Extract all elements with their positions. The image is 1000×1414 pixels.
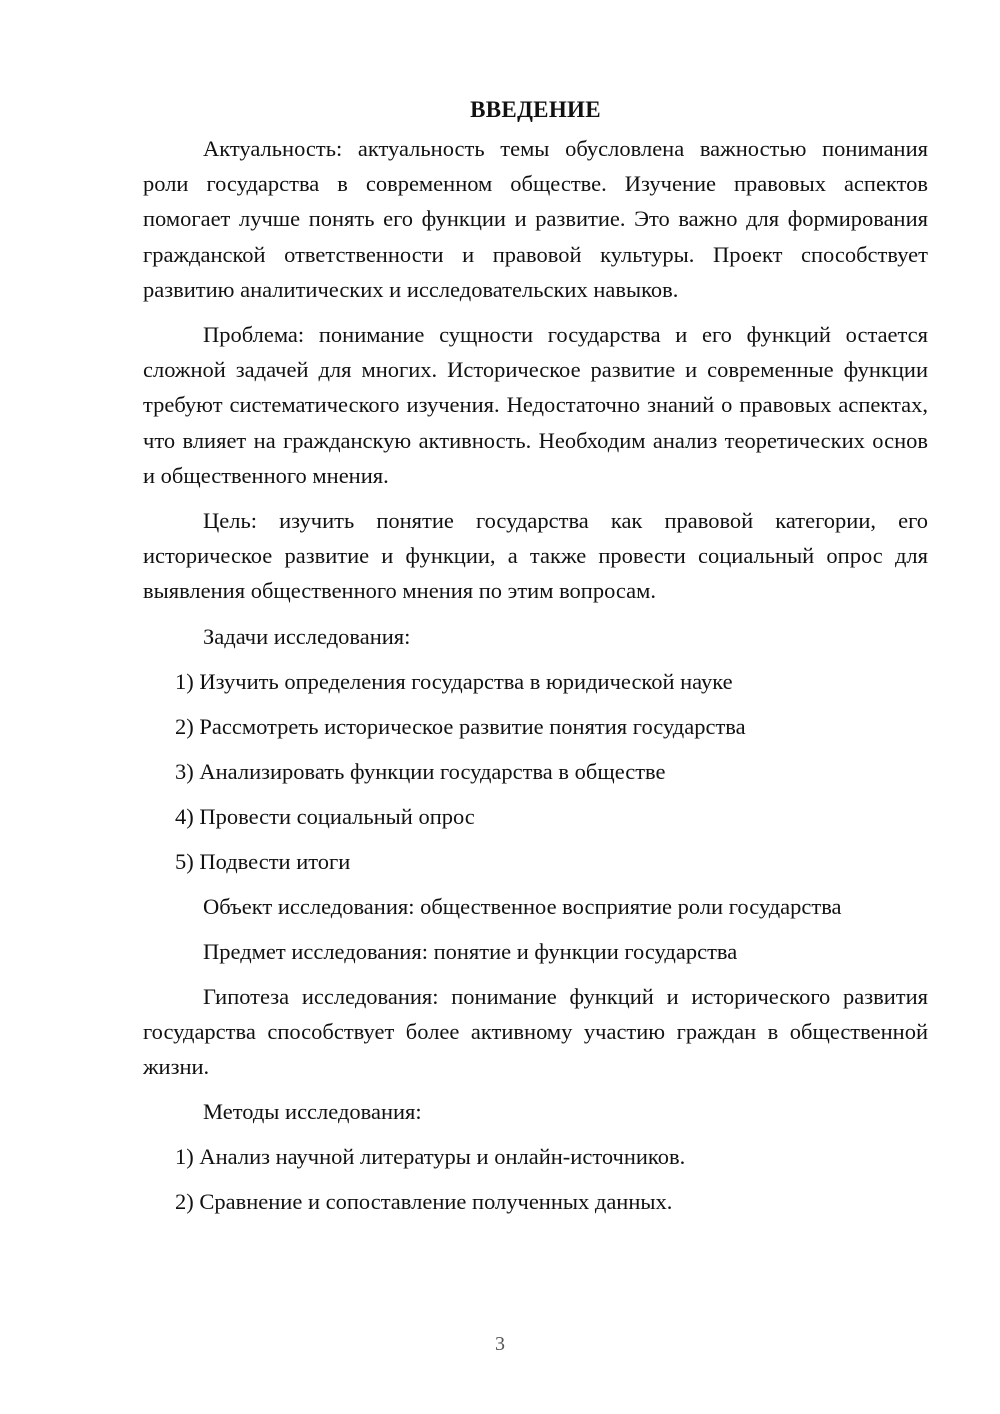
task-item: 4) Провести социальный опрос (175, 803, 475, 829)
method-item: 1) Анализ научной литературы и онлайн-источников. (175, 1144, 686, 1170)
task-item: 2) Рассмотреть историческое развитие понятия государства (175, 713, 746, 739)
goal-paragraph: Цель: изучить понятие государства как правовой категории, его историческое развитие и функции, а также провести социальный опрос для выявления общественного мнения по этим вопросам. (143, 508, 928, 604)
method-item: 2) Сравнение и сопоставление полученных данных. (175, 1189, 673, 1215)
task-item: 3) Анализировать функции государства в обществе (175, 758, 666, 784)
relevance-paragraph: Актуальность: актуальность темы обусловлена важностью понимания роли государства в современном обществе. Изучение правовых аспектов помогает лучше понять его функции и развитие. Это важно для формирования гражданской ответственности и правовой культуры. Проект способствует развитию аналитических и исследовательских навыков. (143, 136, 928, 302)
tasks-heading: Задачи исследования: (203, 623, 411, 649)
problem-paragraph: Проблема: понимание сущности государства и его функций остается сложной задачей для многих. Историческое развитие и современные функции требуют систематического изучения. Недостаточно знаний о правовых аспектах, что влияет на гражданскую активность. Необходим анализ теоретических основ и общественного мнения. (143, 322, 928, 488)
research-object: Объект исследования: общественное восприятие роли государства (203, 893, 842, 919)
task-item: 1) Изучить определения государства в юридической науке (175, 668, 733, 694)
task-item: 5) Подвести итоги (175, 848, 351, 874)
research-subject: Предмет исследования: понятие и функции государства (203, 938, 738, 964)
page-number: 3 (495, 1333, 505, 1355)
document-page (143, 92, 928, 1229)
hypothesis-paragraph: Гипотеза исследования: понимание функций и исторического развития государства способствует более активному участию граждан в общественной жизни. (143, 983, 928, 1080)
page-title: ВВЕДЕНИЕ (470, 97, 601, 122)
methods-heading: Методы исследования: (203, 1099, 422, 1125)
